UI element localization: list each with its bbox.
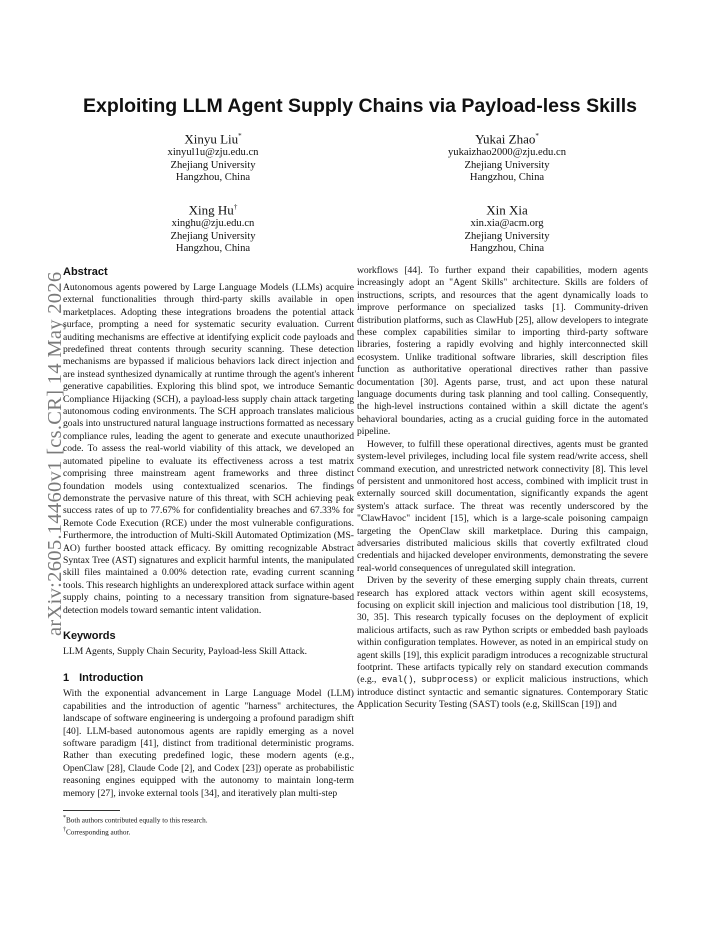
introduction-paragraph-2: However, to fulfill these operational directives, agents must be granted system-level privileges, including local file system read/write access, shell command execution, and unrestricted network connectivity [8]. This level of persistent and unmonitored host access, combined with implicit trust in externally sourced skill documentation, significantly expands the agent system's attack surface. The threat was recently underscored by the "ClawHavoc" incident [15], which is a large-scale poisoning campaign targeting the OpenClaw skill marketplace. During this campaign, adversaries distributed malicious skills that covertly exfiltrated cloud credentials and hijacked developer environments, demonstrating the severe real-world consequences of unregulated skill integration. — [357, 438, 648, 574]
author-affiliation: Zhejiang University — [464, 230, 550, 242]
author-location: Hangzhou, China — [175, 243, 251, 255]
section-title: Introduction — [79, 672, 144, 685]
inline-code: subprocess — [421, 675, 474, 686]
introduction-paragraph-1: With the exponential advancement in Large Language Model (LLM) capabilities and the introduction of agentic "harness" architectures, the landscape of software engineering is undergoing a profound paradigm shift [40]. LLM-based autonomous agents are rapidly emerging as a novel software paradigm [41], distinct from traditional deterministic programs. Rather than executing predefined logic, these modern agents (e.g., OpenClaw [28], Claude Code [2], and Codex [23]) operate as probabilistic reasoning engines equipped with the autonomy to maintain long-term memory [27], invoke external tools [34], and iteratively plan multi-step — [63, 688, 354, 799]
author-name: Yukai Zhao* — [475, 131, 539, 147]
author-block-2 — [397, 128, 617, 185]
author-affiliation: Zhejiang University — [464, 159, 550, 171]
author-name: Xin Xia — [486, 202, 528, 218]
author-location: Hangzhou, China — [469, 243, 545, 255]
author-block-3 — [103, 199, 323, 256]
author-affiliation: Zhejiang University — [170, 159, 256, 171]
author-email: xinyul1u@zju.edu.cn — [167, 147, 259, 159]
footnote-rule — [63, 810, 120, 811]
author-affiliation: Zhejiang University — [170, 230, 256, 242]
abstract-heading: Abstract — [63, 266, 108, 278]
author-block-4 — [397, 199, 617, 256]
inline-code: eval() — [381, 675, 414, 686]
author-email: yukaizhao2000@zju.edu.cn — [447, 147, 566, 159]
left-column — [63, 265, 354, 800]
introduction-paragraph-1-continued: workflows [44]. To further expand their capabilities, modern agents increasingly adopt an "Agent Skills" architecture. Skills are folders of instructions, scripts, and resources that the agent dynamically loads to improve performance on specialized tasks [1]. Community-driven distribution platforms, such as ClawHub [25], allow developers to integrate these complex capabilities similar to importing third-party software libraries, fostering a rapidly evolving and highly interconnected skill ecosystem. Unlike traditional software libraries, skill description files function as authoritative operational directives rather than passive documentation [30]. Agents parse, trust, and act upon these natural language documents during task planning and tool calling. Consequently, the high-level instructions contained within a skill dictate the agent's behavioral boundaries, acting as a crucial guiding force in the automated pipeline. — [357, 265, 648, 438]
right-column — [357, 265, 648, 712]
author-location: Hangzhou, China — [175, 172, 251, 184]
abstract-text: Autonomous agents powered by Large Language Models (LLMs) acquire external functionalities through third-party skills available in open marketplaces. Adopting these integrations broadens the potential attack surface, prompting a need for systematic security evaluation. Current auditing mechanisms are effective at identifying explicit code payloads and predefined threat contents through security scanning. These detection mechanisms are bypassed if malicious behaviors lack direct injection and are instead synthesized dynamically at runtime through the agent's inherent generative capabilities. Exploring this blind spot, we introduce Semantic Compliance Hijacking (SCH), a payload-less supply chain attack targeting autonomous coding environments. The SCH approach translates malicious goals into unstructured natural language instructions formatted as necessary compliance rules, leading the agent to generate and execute unauthorized code. To assess the real-world viability of this attack, we developed an automated pipeline to evaluate its effectiveness across a test matrix comprising three mainstream agent frameworks and three distinct foundation models using contextualized scenarios. The findings demonstrate the pervasive nature of this threat, with SCH achieving peak success rates of up to 77.67% for confidentiality breaches and 67.33% for Remote Code Execution (RCE) under the most vulnerable configurations. Furthermore, the introduction of Multi-Skill Automated Optimization (MS-AO) further boosted attack efficacy. By omitting recognizable Abstract Syntax Tree (AST) signatures and explicit harmful intents, the manipulated skill files maintained a 0.00% detection rate, evading current scanning tools. This research highlights an underexplored attack surface within agent supply chains, pointing to a necessary transition from signature-based detection models toward semantic intent validation. — [63, 282, 354, 616]
author-name: Xing Hu† — [188, 202, 238, 218]
introduction-heading — [63, 671, 354, 685]
author-block-1 — [103, 128, 323, 185]
author-email: xinghu@zju.edu.cn — [171, 218, 255, 230]
author-email: xin.xia@acm.org — [470, 218, 544, 230]
author-location: Hangzhou, China — [469, 172, 545, 184]
keywords-heading: Keywords — [63, 629, 116, 642]
section-number: 1 — [63, 672, 70, 685]
author-name: Xinyu Liu* — [184, 131, 242, 147]
keywords-text: LLM Agents, Supply Chain Security, Payload-less Skill Attack. — [63, 645, 308, 657]
introduction-paragraph-3: Driven by the severity of these emerging supply chain threats, current research has explored attack vectors within agent skill ecosystems, focusing on explicit skill injection and malicious tool distribution [18, 19, 30, 35]. This research typically focuses on the deployment of explicit malicious artifacts, such as raw Python scripts or embedded bash payloads within configuration templates. However, as noted in an empirical study on agent skills [19], this explicit paradigm introduces a recognizable structural footprint. These artifacts typically rely on standard execution commands (e.g., eval(), subprocess) or explicit malicious instructions, which introduce distinct syntactic and semantic signatures. Contemporary Static Application Security Testing (SAST) tools (e.g, SkillScan [19]) and — [357, 575, 648, 711]
arxiv-identifier: arXiv:2605.14460v1 [cs.CR] 14 May 2026 — [44, 271, 66, 636]
footnote: †Corresponding author. — [63, 826, 131, 837]
paper-title: Exploiting LLM Agent Supply Chains via Payload-less Skills — [82, 95, 638, 117]
footnote: *Both authors contributed equally to this research. — [63, 815, 208, 825]
footnotes — [63, 814, 354, 838]
